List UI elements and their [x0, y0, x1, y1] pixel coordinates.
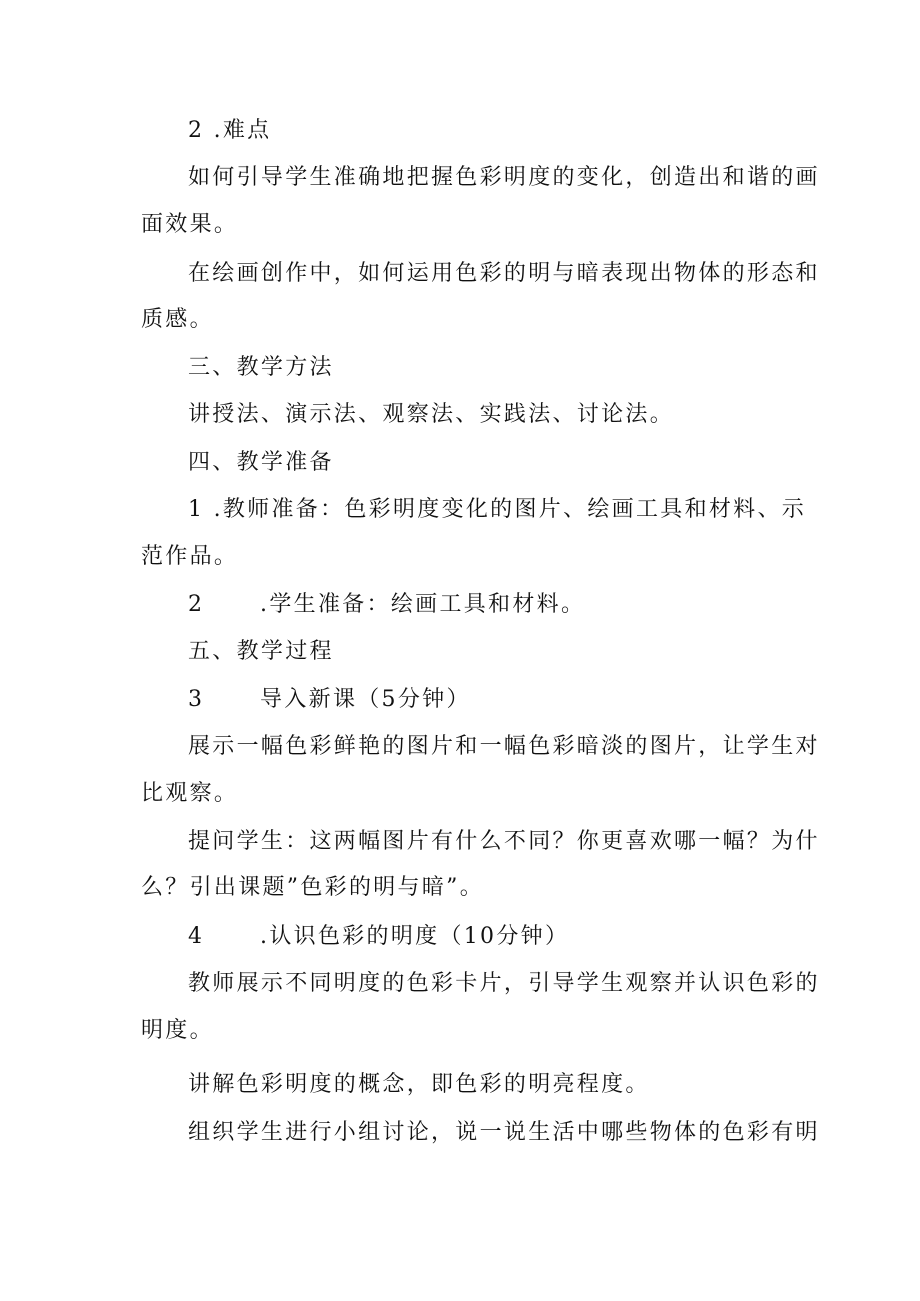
paragraph-line: 如何引导学生准确地把握色彩明度的变化，创造出和谐的画 — [188, 165, 820, 190]
subheading-difficulty: 2 .难点 — [188, 118, 272, 143]
paragraph-line: 么？引出课题”色彩的明与暗”。 — [141, 875, 484, 900]
paragraph-line: 面效果。 — [141, 212, 239, 237]
paragraph-line: 在绘画创作中，如何运用色彩的明与暗表现出物体的形态和 — [188, 261, 820, 286]
list-item-intro: 3 导入新课（5分钟） — [188, 687, 471, 712]
paragraph-line: 讲授法、演示法、观察法、实践法、讨论法。 — [188, 402, 675, 427]
paragraph-line: 讲解色彩明度的概念，即色彩的明亮程度。 — [188, 1072, 650, 1097]
paragraph-line: 提问学生：这两幅图片有什么不同？你更喜欢哪一幅？为什 — [188, 829, 820, 854]
paragraph-line: 明度。 — [141, 1018, 214, 1043]
section-heading-process: 五、教学过程 — [188, 639, 334, 664]
paragraph-line: 质感。 — [141, 307, 214, 332]
section-heading-preparation: 四、教学准备 — [188, 450, 334, 475]
paragraph-line: 范作品。 — [141, 544, 239, 569]
paragraph-line: 展示一幅色彩鲜艳的图片和一幅色彩暗淡的图片，让学生对 — [188, 734, 820, 759]
paragraph-line: 组织学生进行小组讨论，说一说生活中哪些物体的色彩有明 — [188, 1120, 820, 1145]
paragraph-line: 比观察。 — [141, 781, 239, 806]
paragraph-line: 教师展示不同明度的色彩卡片，引导学生观察并认识色彩的 — [188, 971, 820, 996]
list-item-teacher-prep: 1 .教师准备：色彩明度变化的图片、绘画工具和材料、示 — [188, 497, 807, 522]
list-item-student-prep: 2 .学生准备：绘画工具和材料。 — [188, 592, 586, 617]
section-heading-methods: 三、教学方法 — [188, 355, 334, 380]
list-item-brightness: 4 .认识色彩的明度（10分钟） — [188, 924, 570, 949]
